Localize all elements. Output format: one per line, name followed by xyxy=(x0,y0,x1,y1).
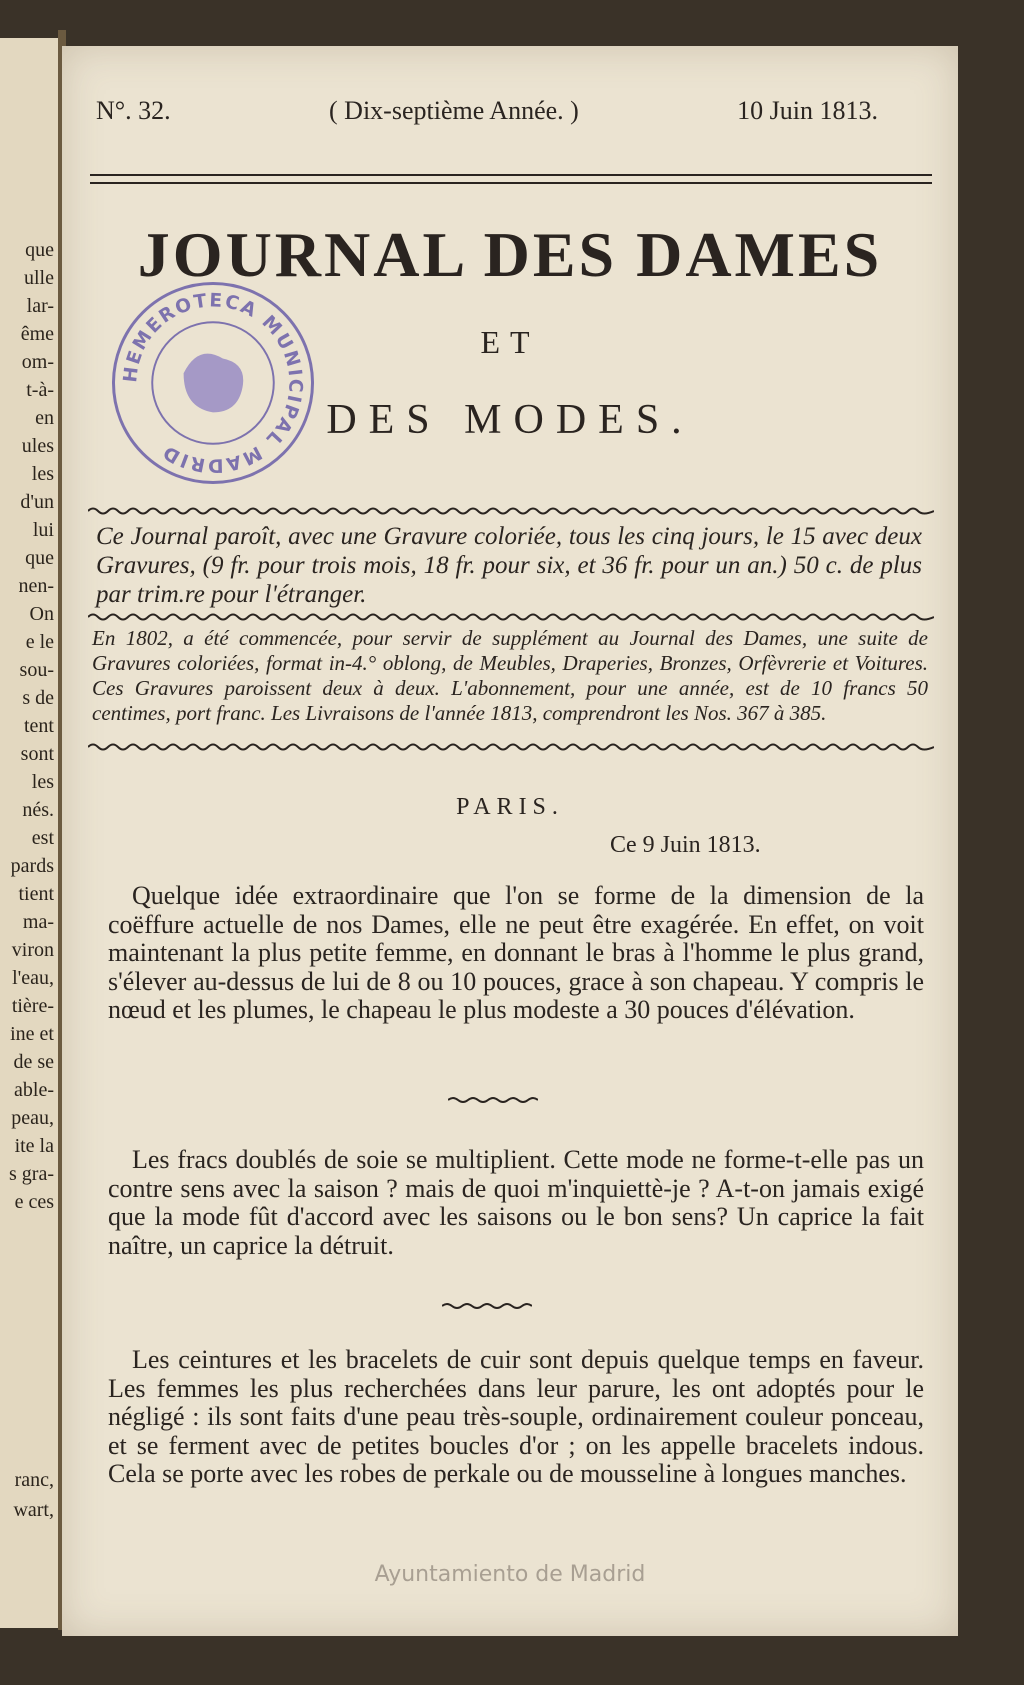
left-page-fragment: ma- xyxy=(22,911,54,933)
left-page-fragment: wart, xyxy=(13,1499,54,1521)
issue-header xyxy=(96,96,878,126)
article-paragraph-2: Les fracs doublés de soie se multiplient. Cette mode ne forme-t-elle pas un contre sens avec la saison ? mais de quoi m'inquiettè-je ? A-t-on jamais exigé que la mode fût d'accord avec les saisons ou le bon sens? Un caprice la fait naître, un caprice la détruit. xyxy=(108,1145,924,1260)
left-page-fragment: les xyxy=(31,771,54,793)
left-page-fragment: ules xyxy=(21,435,54,457)
left-page-fragment: able- xyxy=(14,1079,54,1101)
wavy-rule-1 xyxy=(88,506,934,516)
left-page-fragment: de se xyxy=(13,1051,54,1073)
left-page-fragment: tient xyxy=(18,883,54,905)
left-page-fragment: pards xyxy=(10,855,54,877)
left-page-fragment: tière- xyxy=(11,995,54,1017)
left-page-fragment: l'eau, xyxy=(12,967,54,989)
left-page-fragment: e ces xyxy=(14,1191,54,1213)
left-page-fragment: ine et xyxy=(10,1023,54,1045)
left-page-fragment: s de xyxy=(22,687,54,709)
masthead-et: ET xyxy=(480,324,540,360)
issue-number: N°. 32. xyxy=(96,96,171,125)
left-page-fragment: viron xyxy=(11,939,54,961)
left-page-fragment: nen- xyxy=(18,575,54,597)
supplement-notice: En 1802, a été commencée, pour servir de supplément au Journal des Dames, une suite de Gravures coloriées, format in-4.° oblong, de Meubles, Draperies, Bronzes, Orfèvrerie et Voitures. Ces Gravures paroissent deux à deux. L'abonnement, pour une année, est de 10 francs 50 centimes, port franc. Les Livraisons de l'année 1813, comprendront les Nos. 367 à 385. xyxy=(92,626,928,725)
masthead-subtitle: DES MODES. xyxy=(326,397,694,443)
left-page-fragment: que xyxy=(25,239,54,261)
left-page-fragment: ranc, xyxy=(14,1469,54,1491)
left-page-fragment: lui xyxy=(32,519,54,541)
left-page-fragment: que xyxy=(25,547,54,569)
header-rule xyxy=(90,174,932,184)
left-page-fragment: ite la xyxy=(14,1135,54,1157)
article-paragraph-1: Quelque idée extraordinaire que l'on se forme de la dimension de la coëffure actuelle de nos Dames, elle ne peut être exagérée. En effet, on voit maintenant la plus petite femme, en donnant le bras à l'homme le plus grand, s'élever au-dessus de lui de 8 ou 10 pouces, grace à son chapeau. Y compris le nœud et les plumes, le chapeau le plus modeste a 30 pouces d'élévation. xyxy=(108,881,924,1024)
left-page-fragment: om- xyxy=(21,351,54,373)
left-page-fragment: peau, xyxy=(11,1107,54,1129)
footer-watermark: Ayuntamiento de Madrid xyxy=(374,1562,646,1587)
library-stamp xyxy=(112,282,314,484)
dateline-date: Ce 9 Juin 1813. xyxy=(610,832,761,858)
left-page-fragment: lar- xyxy=(26,295,54,317)
left-page-fragment: t-à- xyxy=(26,379,54,401)
left-page-fragment: ême xyxy=(20,323,54,345)
left-page-fragment: ulle xyxy=(24,267,54,289)
wavy-rule-3 xyxy=(88,742,934,752)
article-paragraph-3: Les ceintures et les bracelets de cuir sont depuis quelque temps en faveur. Les femmes les plus recherchées dans leur parure, les ont adoptés pour le négligé : ils sont faits d'une peau très-souple, ordinairement couleur ponceau, et se ferment avec de petites boucles d'or ; on les appelle bracelets indous. Cela se porte avec les robes de perkale ou de mousseline à longues manches. xyxy=(108,1345,924,1488)
left-page-fragment: sou- xyxy=(19,659,54,681)
subscription-notice: Ce Journal paroît, avec une Gravure coloriée, tous les cinq jours, le 15 avec deux Gravures, (9 fr. pour trois mois, 18 fr. pour six, et 36 fr. pour un an.) 50 c. de plus par trim.re pour l'étranger. xyxy=(96,523,922,608)
masthead-title: JOURNAL DES DAMES xyxy=(137,219,883,290)
left-page-fragment: d'un xyxy=(20,491,54,513)
dateline-city: PARIS. xyxy=(456,794,564,820)
left-page-fragment: sont xyxy=(20,743,54,765)
stamp-text: HEMEROTECA MUNICIPAL MADRID xyxy=(120,290,306,476)
left-page-margin xyxy=(0,38,59,1628)
issue-year: ( Dix-septième Année. ) xyxy=(329,96,579,125)
left-page-fragment: e le xyxy=(25,631,54,653)
left-page-fragment: les xyxy=(31,463,54,485)
left-page-fragment: est xyxy=(31,827,54,849)
separator-1 xyxy=(448,1096,538,1104)
issue-date: 10 Juin 1813. xyxy=(737,96,878,125)
wavy-rule-2 xyxy=(88,612,934,622)
separator-2 xyxy=(442,1302,532,1310)
left-page-fragment: tent xyxy=(24,715,54,737)
left-page-fragment: en xyxy=(35,407,54,429)
left-page-fragment: On xyxy=(29,603,54,625)
left-page-fragment: nés. xyxy=(22,799,54,821)
newspaper-page xyxy=(62,46,958,1636)
left-page-fragment: s gra- xyxy=(9,1163,54,1185)
